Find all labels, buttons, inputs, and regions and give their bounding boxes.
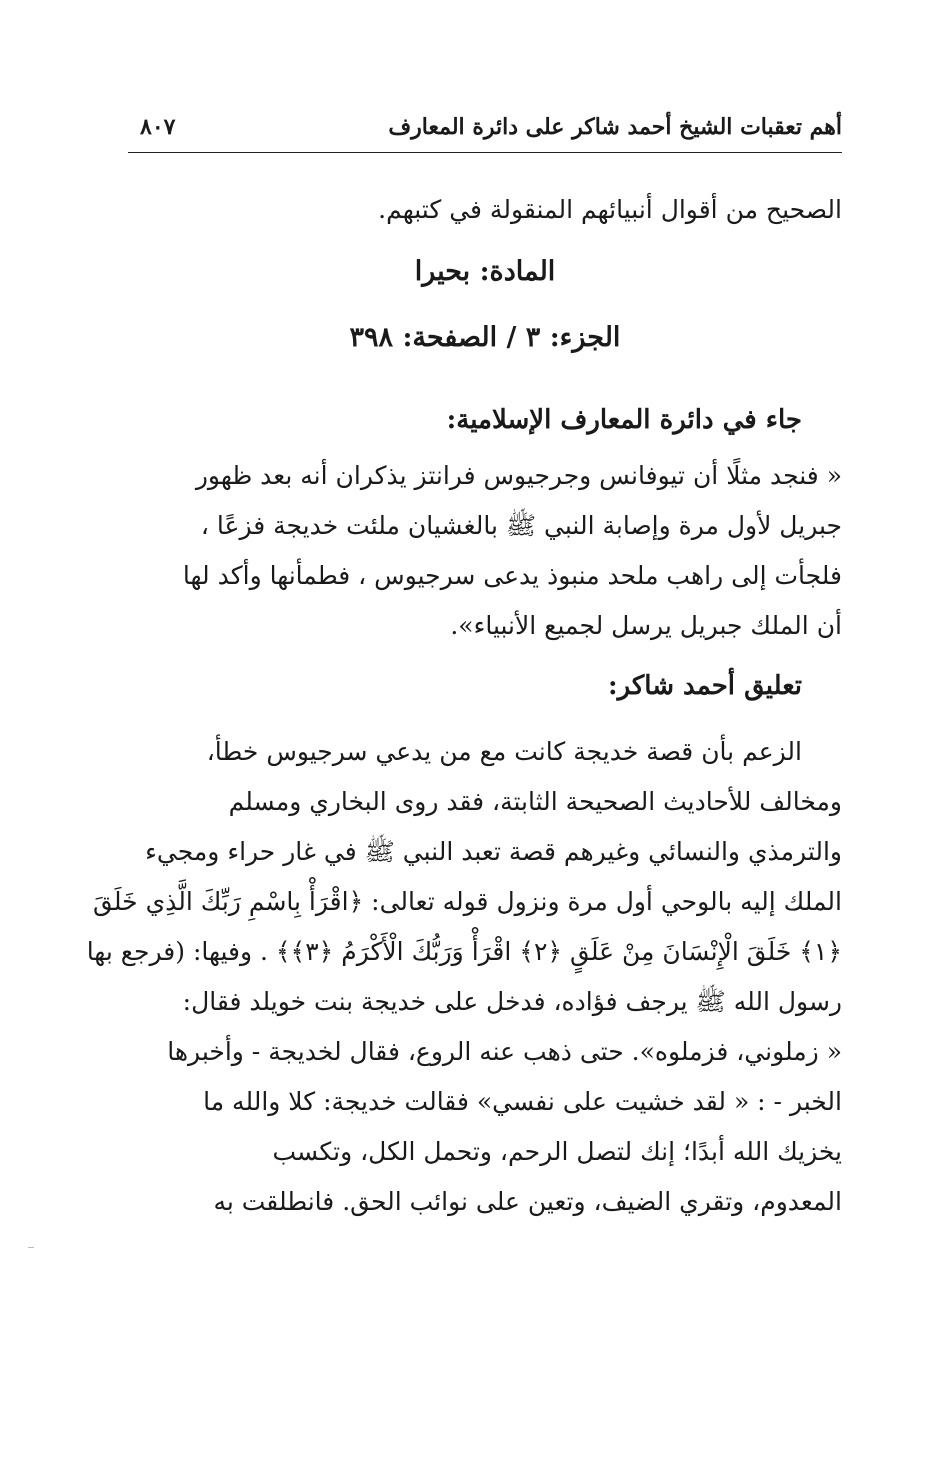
comment-line: الزعم بأن قصة خديجة كانت مع من يدعي سرجيوس خطأ، xyxy=(206,737,802,766)
intro-line: الصحيح من أقوال أنبيائهم المنقولة في كتبهم. xyxy=(378,195,842,224)
page-number: ٨٠٧ xyxy=(140,114,176,140)
header-divider xyxy=(128,152,842,153)
comment-line: الخبر - : « لقد خشيت على نفسي» فقالت خديجة: كلا والله ما xyxy=(203,1087,842,1116)
entry-location: الجزء: ٣ / الصفحة: ٣٩٨ xyxy=(349,322,621,353)
comment-line: « زملوني، فزملوه». حتى ذهب عنه الروع، فقال لخديجة - وأخبرها xyxy=(167,1037,842,1066)
comment-line: رسول الله ﷺ يرجف فؤاده، فدخل على خديجة بنت خويلد فقال: xyxy=(182,987,842,1016)
quote-line: جبريل لأول مرة وإصابة النبي ﷺ بالغشيان ملئت خديجة فزعًا ، xyxy=(200,511,842,540)
comment-line: ﴿١﴾ خَلَقَ الْإِنْسَانَ مِنْ عَلَقٍ ﴿٢﴾ اقْرَأْ وَرَبُّكَ الْأَكْرَمُ ﴿٣﴾﴾ . وفيها: (فرجع بها xyxy=(86,937,842,966)
comment-line: الملك إليه بالوحي أول مرة ونزول قوله تعالى: ﴿اقْرَأْ بِاسْمِ رَبِّكَ الَّذِي خَلَقَ xyxy=(93,887,842,916)
quote-line: أن الملك جبريل يرسل لجميع الأنبياء». xyxy=(450,611,842,640)
comment-heading: تعليق أحمد شاكر: xyxy=(607,671,802,701)
quote-line: « فنجد مثلًا أن تيوفانس وجرجيوس فرانتز يذكران أنه بعد ظهور xyxy=(195,461,842,490)
comment-line: يخزيك الله أبدًا؛ إنك لتصل الرحم، وتحمل الكل، وتكسب xyxy=(272,1137,842,1166)
running-title: أهم تعقبات الشيخ أحمد شاكر على دائرة المعارف xyxy=(388,114,842,140)
source-heading: جاء في دائرة المعارف الإسلامية: xyxy=(446,405,802,435)
scan-mark xyxy=(28,1247,34,1248)
comment-line: ومخالف للأحاديث الصحيحة الثابتة، فقد روى البخاري ومسلم xyxy=(228,787,842,816)
entry-title: المادة: بحيرا xyxy=(414,256,556,287)
quote-line: فلجأت إلى راهب ملحد منبوذ يدعى سرجيوس ، فطمأنها وأكد لها xyxy=(182,561,842,590)
comment-line: والترمذي والنسائي وغيرهم قصة تعبد النبي ﷺ في غار حراء ومجيء xyxy=(145,837,842,866)
page-body xyxy=(86,185,842,1227)
comment-line: المعدوم، وتقري الضيف، وتعين على نوائب الحق. فانطلقت به xyxy=(213,1187,842,1216)
page-header xyxy=(128,110,842,150)
